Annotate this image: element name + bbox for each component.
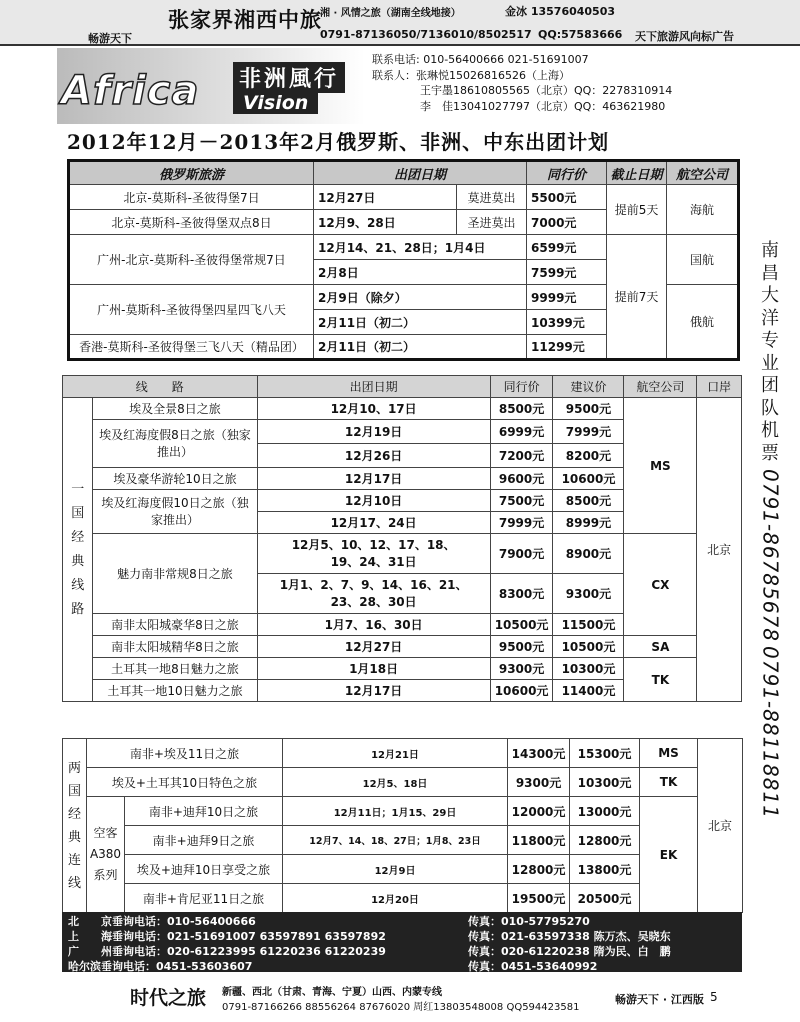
- col-header: 线 路: [63, 376, 258, 398]
- airline-cell: MS: [624, 398, 697, 534]
- port-cell: 北京: [697, 398, 742, 702]
- suggest-cell: 8900元: [553, 534, 624, 574]
- logo-cn-text: 非洲風行: [233, 62, 345, 93]
- route-cell: 埃及豪华游轮10日之旅: [93, 468, 257, 490]
- price-cell: 9999元: [527, 285, 607, 310]
- route-cell: 土耳其一地10日魅力之旅: [93, 680, 257, 702]
- route-cell: 南非+迪拜9日之旅: [125, 826, 283, 855]
- airline-cell: TK: [640, 768, 698, 797]
- date-cell: 12月5、18日: [283, 768, 508, 797]
- table-row: [69, 235, 739, 260]
- one-country-table: [62, 375, 742, 702]
- branch-phone: 哈尔滨垂询电话：0451-53603607: [68, 960, 253, 973]
- branch-contacts: [62, 912, 742, 972]
- agency-slogan: 湘 · 风情之旅（湖南全线地接）: [320, 8, 461, 19]
- note-cell: 圣进莫出: [457, 210, 527, 235]
- date-cell: 2月9日（除夕）: [314, 285, 527, 310]
- agency-title: 张家界湘西中旅: [168, 8, 322, 32]
- price-cell: 9300元: [490, 658, 553, 680]
- price-cell: 9300元: [508, 768, 570, 797]
- route-cell: 埃及+迪拜10日享受之旅: [125, 855, 283, 884]
- contact-info: [372, 52, 672, 114]
- table-header-row: [69, 161, 739, 185]
- branch-phone: 北 京垂询电话：010-56400666: [68, 915, 256, 928]
- price-cell: 9600元: [490, 468, 553, 490]
- date-cell: 1月1、2、7、9、14、16、21、23、28、30日: [257, 574, 490, 614]
- suggest-cell: 8999元: [553, 512, 624, 534]
- airline-cell: 海航: [667, 185, 739, 235]
- date-cell: 12月27日: [314, 185, 457, 210]
- two-country-table: [62, 738, 743, 913]
- route-cell: 广州-莫斯科-圣彼得堡四星四飞八天: [69, 285, 314, 335]
- date-cell: 12月20日: [283, 884, 508, 913]
- suggest-cell: 10500元: [553, 636, 624, 658]
- agency-qq: QQ:57583666: [538, 28, 623, 41]
- suggest-cell: 10300元: [570, 768, 640, 797]
- col-header: 航空公司: [667, 161, 739, 185]
- date-cell: 12月21日: [283, 739, 508, 768]
- price-cell: 5500元: [527, 185, 607, 210]
- side-ad-phone: 0791-86785678: [758, 469, 783, 642]
- branch-row: [68, 929, 736, 944]
- suggest-cell: 9300元: [553, 574, 624, 614]
- africa-vision-logo: [57, 48, 365, 124]
- price-cell: 9500元: [490, 636, 553, 658]
- footer-brand: 畅游天下 · 江西版: [615, 993, 704, 1006]
- date-cell: 12月26日: [257, 444, 490, 468]
- side-ad-phone: 0791-88118811: [758, 645, 783, 819]
- agency-phones: 0791-87136050/7136010/8502517: [320, 28, 532, 41]
- airline-cell: TK: [624, 658, 697, 702]
- date-cell: 12月17日: [257, 468, 490, 490]
- contact-line: 联系人：张琳悦15026816526（上海）: [372, 68, 570, 82]
- table-row: [63, 658, 742, 680]
- date-cell: 12月14、21、28日；1月4日: [314, 235, 527, 260]
- date-cell: 1月18日: [257, 658, 490, 680]
- price-cell: 19500元: [508, 884, 570, 913]
- table-row: [63, 398, 742, 420]
- footer-title: 时代之旅: [130, 987, 207, 1009]
- branch-row: [68, 944, 736, 959]
- branch-fax: 传真：021-63597338 陈万杰、吴晓东: [468, 930, 671, 943]
- date-cell: 12月9、28日: [314, 210, 457, 235]
- suggest-cell: 9500元: [553, 398, 624, 420]
- price-cell: 10399元: [527, 310, 607, 335]
- suggest-cell: 7999元: [553, 420, 624, 444]
- price-cell: 10600元: [490, 680, 553, 702]
- route-cell: 魅力南非常规8日之旅: [93, 534, 257, 614]
- table-row: [63, 636, 742, 658]
- suggest-cell: 20500元: [570, 884, 640, 913]
- route-cell: 北京-莫斯科-圣彼得堡7日: [69, 185, 314, 210]
- top-banner: [0, 0, 800, 46]
- price-cell: 7999元: [490, 512, 553, 534]
- group-label: 两国经典连线: [63, 739, 87, 913]
- route-cell: 南非+肯尼亚11日之旅: [125, 884, 283, 913]
- date-cell: 12月9日: [283, 855, 508, 884]
- deadline-cell: 提前7天: [607, 235, 667, 360]
- price-cell: 8500元: [490, 398, 553, 420]
- suggest-cell: 8200元: [553, 444, 624, 468]
- side-ad: [748, 240, 792, 819]
- suggest-cell: 13800元: [570, 855, 640, 884]
- date-cell: 12月10、17日: [257, 398, 490, 420]
- group-label: 一国经典线路: [63, 398, 93, 702]
- port-cell: 北京: [698, 739, 743, 913]
- airline-cell: MS: [640, 739, 698, 768]
- price-cell: 12000元: [508, 797, 570, 826]
- date-cell: 2月11日（初二）: [314, 335, 527, 360]
- date-cell: 12月27日: [257, 636, 490, 658]
- col-header: 出团日期: [314, 161, 527, 185]
- sub-group-label: 空客A380系列: [87, 797, 125, 913]
- suggest-cell: 15300元: [570, 739, 640, 768]
- contact-line: 王宇墨18610805565（北京）QQ：2278310914: [420, 84, 673, 97]
- date-cell: 12月10日: [257, 490, 490, 512]
- suggest-cell: 10600元: [553, 468, 624, 490]
- page-headline: 2012年12月－2013年2月俄罗斯、非洲、中东出团计划: [67, 130, 610, 154]
- col-header: 截止日期: [607, 161, 667, 185]
- page-number: 5: [710, 990, 718, 1004]
- route-cell: 土耳其一地8日魅力之旅: [93, 658, 257, 680]
- col-header: 口岸: [697, 376, 742, 398]
- route-cell: 南非+埃及11日之旅: [87, 739, 283, 768]
- contact-line: 联系电话: 010-56400666 021-51691007: [372, 53, 589, 66]
- airline-cell: CX: [624, 534, 697, 636]
- branch-phone: 上 海垂询电话：021-51691007 63597891 63597892: [68, 930, 386, 943]
- table-row: [63, 768, 743, 797]
- price-cell: 7200元: [490, 444, 553, 468]
- table-row: [63, 534, 742, 574]
- col-header: 建议价: [553, 376, 624, 398]
- branch-fax: 传真：0451-53640992: [468, 960, 598, 973]
- agency-contact: 金冰 13576040503: [505, 5, 616, 18]
- date-cell: 2月8日: [314, 260, 527, 285]
- route-cell: 香港-莫斯科-圣彼得堡三飞八天（精品团）: [69, 335, 314, 360]
- table-row: [69, 185, 739, 210]
- price-cell: 10500元: [490, 614, 553, 636]
- route-cell: 广州-北京-莫斯科-圣彼得堡常规7日: [69, 235, 314, 285]
- date-cell: 12月7、14、18、27日；1月8、23日: [283, 826, 508, 855]
- route-cell: 南非太阳城豪华8日之旅: [93, 614, 257, 636]
- suggest-cell: 10300元: [553, 658, 624, 680]
- russia-tour-table: [67, 159, 740, 361]
- route-cell: 埃及红海度假8日之旅（独家推出）: [93, 420, 257, 468]
- col-header: 俄罗斯旅游: [69, 161, 314, 185]
- deadline-cell: 提前5天: [607, 185, 667, 235]
- suggest-cell: 11500元: [553, 614, 624, 636]
- date-cell: 1月7、16、30日: [257, 614, 490, 636]
- col-header: 出团日期: [257, 376, 490, 398]
- date-cell: 12月19日: [257, 420, 490, 444]
- date-cell: 12月17日: [257, 680, 490, 702]
- table-header-row: [63, 376, 742, 398]
- price-cell: 7000元: [527, 210, 607, 235]
- route-cell: 埃及红海度假10日之旅（独家推出）: [93, 490, 257, 534]
- suggest-cell: 12800元: [570, 826, 640, 855]
- ad-slogan: 天下旅游风向标广告: [635, 30, 734, 43]
- suggest-cell: 8500元: [553, 490, 624, 512]
- brand-label: 畅游天下: [88, 32, 132, 45]
- price-cell: 11299元: [527, 335, 607, 360]
- date-cell: 12月5、10、12、17、18、19、24、31日: [257, 534, 490, 574]
- price-cell: 6999元: [490, 420, 553, 444]
- airline-cell: EK: [640, 797, 698, 913]
- price-cell: 7599元: [527, 260, 607, 285]
- route-cell: 北京-莫斯科-圣彼得堡双点8日: [69, 210, 314, 235]
- branch-row: [68, 959, 736, 974]
- airline-cell: SA: [624, 636, 697, 658]
- price-cell: 14300元: [508, 739, 570, 768]
- price-cell: 6599元: [527, 235, 607, 260]
- logo-vision-text: Vision: [233, 92, 318, 114]
- branch-row: [68, 914, 736, 929]
- logo-africa-text: Africa: [61, 68, 200, 114]
- col-header: 航空公司: [624, 376, 697, 398]
- airline-cell: 俄航: [667, 285, 739, 360]
- col-header: 同行价: [490, 376, 553, 398]
- contact-line: 李 佳13041027797（北京）QQ：463621980: [420, 99, 666, 113]
- branch-fax: 传真：020-61220238 隋为民、白 鹏: [468, 945, 671, 958]
- suggest-cell: 11400元: [553, 680, 624, 702]
- table-row: [63, 739, 743, 768]
- suggest-cell: 13000元: [570, 797, 640, 826]
- date-cell: 2月11日（初二）: [314, 310, 527, 335]
- airline-cell: 国航: [667, 235, 739, 285]
- route-cell: 埃及全景8日之旅: [93, 398, 257, 420]
- branch-fax: 传真：010-57795270: [468, 915, 590, 928]
- price-cell: 12800元: [508, 855, 570, 884]
- route-cell: 埃及+土耳其10日特色之旅: [87, 768, 283, 797]
- branch-phone: 广 州垂询电话：020-61223995 61220236 61220239: [68, 945, 386, 958]
- footer-line: 0791-87166266 88556264 87676020 周红13803548008 QQ594423581: [222, 1002, 580, 1013]
- table-row: [63, 797, 743, 826]
- price-cell: 8300元: [490, 574, 553, 614]
- price-cell: 7900元: [490, 534, 553, 574]
- route-cell: 南非太阳城精华8日之旅: [93, 636, 257, 658]
- note-cell: 莫进莫出: [457, 185, 527, 210]
- footer: [0, 975, 800, 1022]
- route-cell: 南非+迪拜10日之旅: [125, 797, 283, 826]
- price-cell: 11800元: [508, 826, 570, 855]
- footer-line: 新疆、西北（甘肃、青海、宁夏）山西、内蒙专线: [222, 987, 442, 998]
- col-header: 同行价: [527, 161, 607, 185]
- date-cell: 12月17、24日: [257, 512, 490, 534]
- price-cell: 7500元: [490, 490, 553, 512]
- date-cell: 12月11日；1月15、29日: [283, 797, 508, 826]
- side-ad-title: 南昌大洋专业团队机票: [761, 240, 779, 464]
